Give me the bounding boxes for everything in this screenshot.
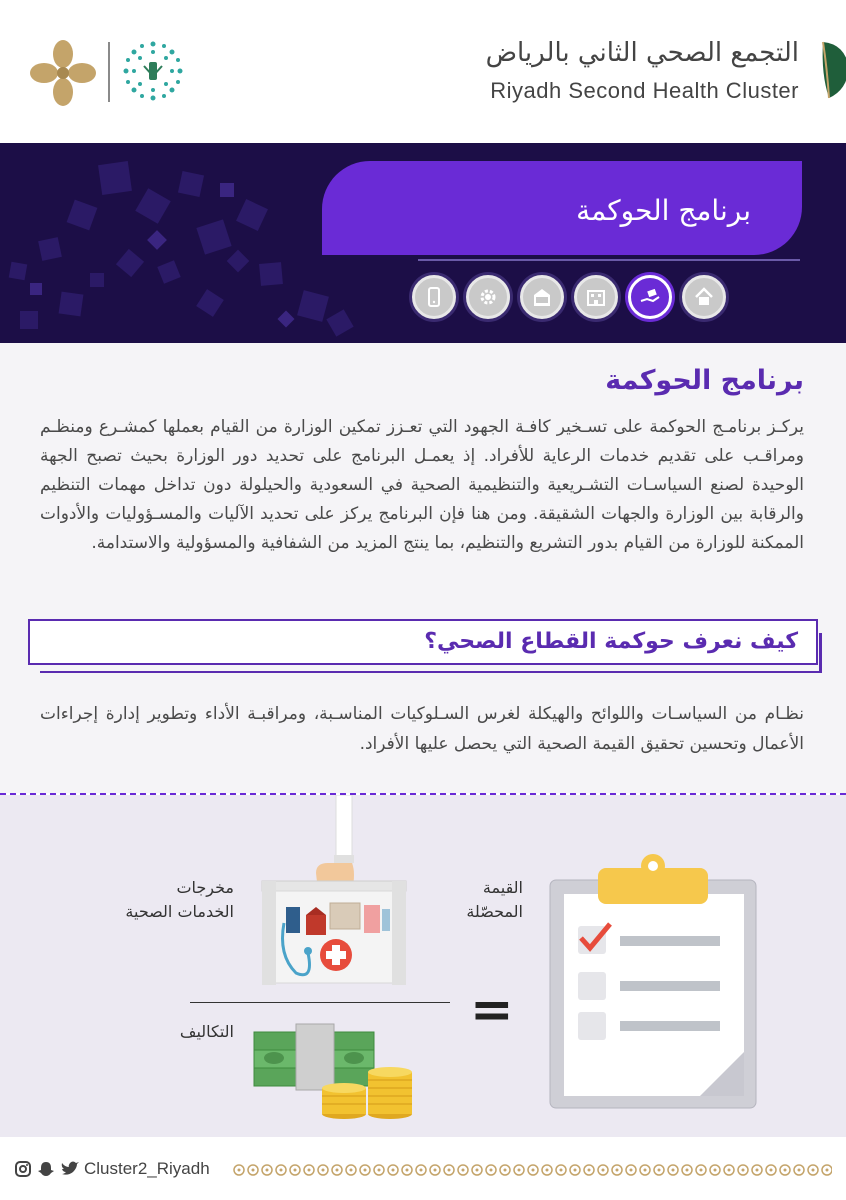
equals-sign: = bbox=[470, 980, 514, 1040]
cluster-name-arabic: التجمع الصحي الثاني بالرياض bbox=[485, 38, 799, 68]
social-handle[interactable]: Cluster2_Riyadh bbox=[84, 1159, 210, 1178]
outputs-label-line2: الخدمات الصحية bbox=[125, 902, 234, 921]
logo-divider bbox=[108, 42, 110, 102]
section-title: برنامج الحوكمة bbox=[605, 365, 804, 396]
program-description: يركـز برنامـج الحوكمة على تسـخير كافـة الجهود التي تعـزز تمكين الوزارة من القيام بعملها كمشـرع ومنظـم ومراقـب على تقديم خدمات الرعاية للأفراد. إذ يعمـل البرنامج على تحديد دور الوزارة بحيث تصبح الجهة الوحيدة لصنع السياسـات التشـريعية والتنظيمية الصحية في السعودية والحيلولة دون تداخل مهمات التنظيم والرقابة بين الوزارة والجهات الشقيقة. ومن هنا فإن البرنامج يركز على تحديد الآليات والمسـؤوليات والأدوات الممكنة للوزارة من القيام بدور التشريع والتنظيم، بما ينتج المزيد من الشفافية والمسؤولية والاستدامة. bbox=[40, 417, 804, 553]
instagram-icon[interactable] bbox=[14, 1160, 32, 1178]
clipboard-checklist-illustration bbox=[548, 854, 758, 1110]
medical-box-illustration bbox=[256, 795, 412, 990]
banner-title: برنامج الحوكمة bbox=[576, 194, 751, 227]
header bbox=[0, 0, 846, 143]
footer-pattern bbox=[232, 1163, 832, 1177]
costs-label: التكاليف bbox=[179, 1022, 234, 1041]
cluster-leaf-logo bbox=[815, 38, 846, 102]
home-icon[interactable] bbox=[682, 275, 726, 319]
cluster-name-english: Riyadh Second Health Cluster bbox=[490, 78, 799, 103]
governance-definition: نظـام من السياسـات واللوائح والهيكلة لغرس السـلوكيات المناسـبة، ومراقبـة الأداء وتطوير إدارة إجراءات الأعمال وتحسين تحقيق القيمة الصحية التي يحصل عليها الأفراد. bbox=[40, 704, 804, 754]
value-label-line2: المحصّلة bbox=[466, 902, 523, 921]
moh-star-logo bbox=[122, 40, 184, 102]
content-section bbox=[0, 343, 846, 793]
twitter-icon[interactable] bbox=[60, 1160, 80, 1178]
value-label-line1: القيمة bbox=[482, 878, 523, 897]
gear-icon[interactable] bbox=[466, 275, 510, 319]
outputs-label-line1: مخرجات bbox=[176, 878, 234, 897]
building-icon[interactable] bbox=[574, 275, 618, 319]
social-icons bbox=[14, 1160, 80, 1178]
fraction-line bbox=[190, 1002, 450, 1003]
outputs-label bbox=[125, 876, 234, 924]
program-icon-bar bbox=[412, 275, 726, 319]
phone-icon[interactable] bbox=[412, 275, 456, 319]
money-coins-illustration bbox=[252, 1018, 414, 1120]
snapchat-icon[interactable] bbox=[36, 1160, 56, 1178]
hero-banner bbox=[0, 143, 846, 343]
cluster-flower-logo bbox=[30, 40, 96, 106]
banner-divider bbox=[418, 259, 800, 261]
question-heading: كيف نعرف حوكمة القطاع الصحي؟ bbox=[424, 629, 798, 654]
value-label bbox=[466, 876, 523, 924]
hand-money-icon[interactable] bbox=[628, 275, 672, 319]
ministry-icon[interactable] bbox=[520, 275, 564, 319]
